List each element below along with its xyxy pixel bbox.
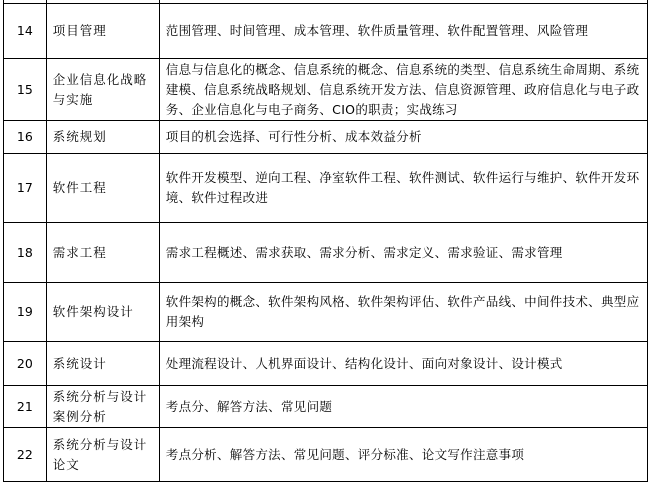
row-number: 17 (4, 154, 47, 223)
row-content: 需求工程概述、需求获取、需求分析、需求定义、需求验证、需求管理 (159, 223, 647, 283)
syllabus-table (3, 0, 648, 482)
table-row (4, 223, 648, 283)
row-topic: 企业信息化战略与实施 (46, 59, 159, 121)
table-row (4, 4, 648, 59)
table-row (4, 283, 648, 342)
row-topic: 系统分析与设计案例分析 (46, 386, 159, 428)
row-content: 考点分析、解答方法、常见问题、评分标准、论文写作注意事项 (159, 428, 647, 482)
row-number: 22 (4, 428, 47, 482)
row-number: 19 (4, 283, 47, 342)
table-row (4, 154, 648, 223)
table-row (4, 428, 648, 482)
row-number: 18 (4, 223, 47, 283)
row-content: 软件开发模型、逆向工程、净室软件工程、软件测试、软件运行与维护、软件开发环境、软件过程改进 (159, 154, 647, 223)
table-row (4, 59, 648, 121)
row-number: 15 (4, 59, 47, 121)
table-row (4, 121, 648, 154)
row-topic: 系统设计 (46, 342, 159, 386)
row-topic: 系统分析与设计论文 (46, 428, 159, 482)
row-content: 范围管理、时间管理、成本管理、软件质量管理、软件配置管理、风险管理 (159, 4, 647, 59)
row-content: 软件架构的概念、软件架构风格、软件架构评估、软件产品线、中间件技术、典型应用架构 (159, 283, 647, 342)
row-topic: 需求工程 (46, 223, 159, 283)
row-content: 信息与信息化的概念、信息系统的概念、信息系统的类型、信息系统生命周期、系统建模、信息系统战略规划、信息系统开发方法、信息资源管理、政府信息化与电子政务、企业信息化与电子商务、CIO的职责；实战练习 (159, 59, 647, 121)
row-topic: 软件工程 (46, 154, 159, 223)
row-number: 16 (4, 121, 47, 154)
row-topic: 项目管理 (46, 4, 159, 59)
row-content: 考点分、解答方法、常见问题 (159, 386, 647, 428)
row-topic: 系统规划 (46, 121, 159, 154)
row-content: 项目的机会选择、可行性分析、成本效益分析 (159, 121, 647, 154)
row-content: 处理流程设计、人机界面设计、结构化设计、面向对象设计、设计模式 (159, 342, 647, 386)
row-topic: 软件架构设计 (46, 283, 159, 342)
table-row (4, 386, 648, 428)
table-row (4, 342, 648, 386)
row-number: 21 (4, 386, 47, 428)
row-number: 14 (4, 4, 47, 59)
row-number: 20 (4, 342, 47, 386)
